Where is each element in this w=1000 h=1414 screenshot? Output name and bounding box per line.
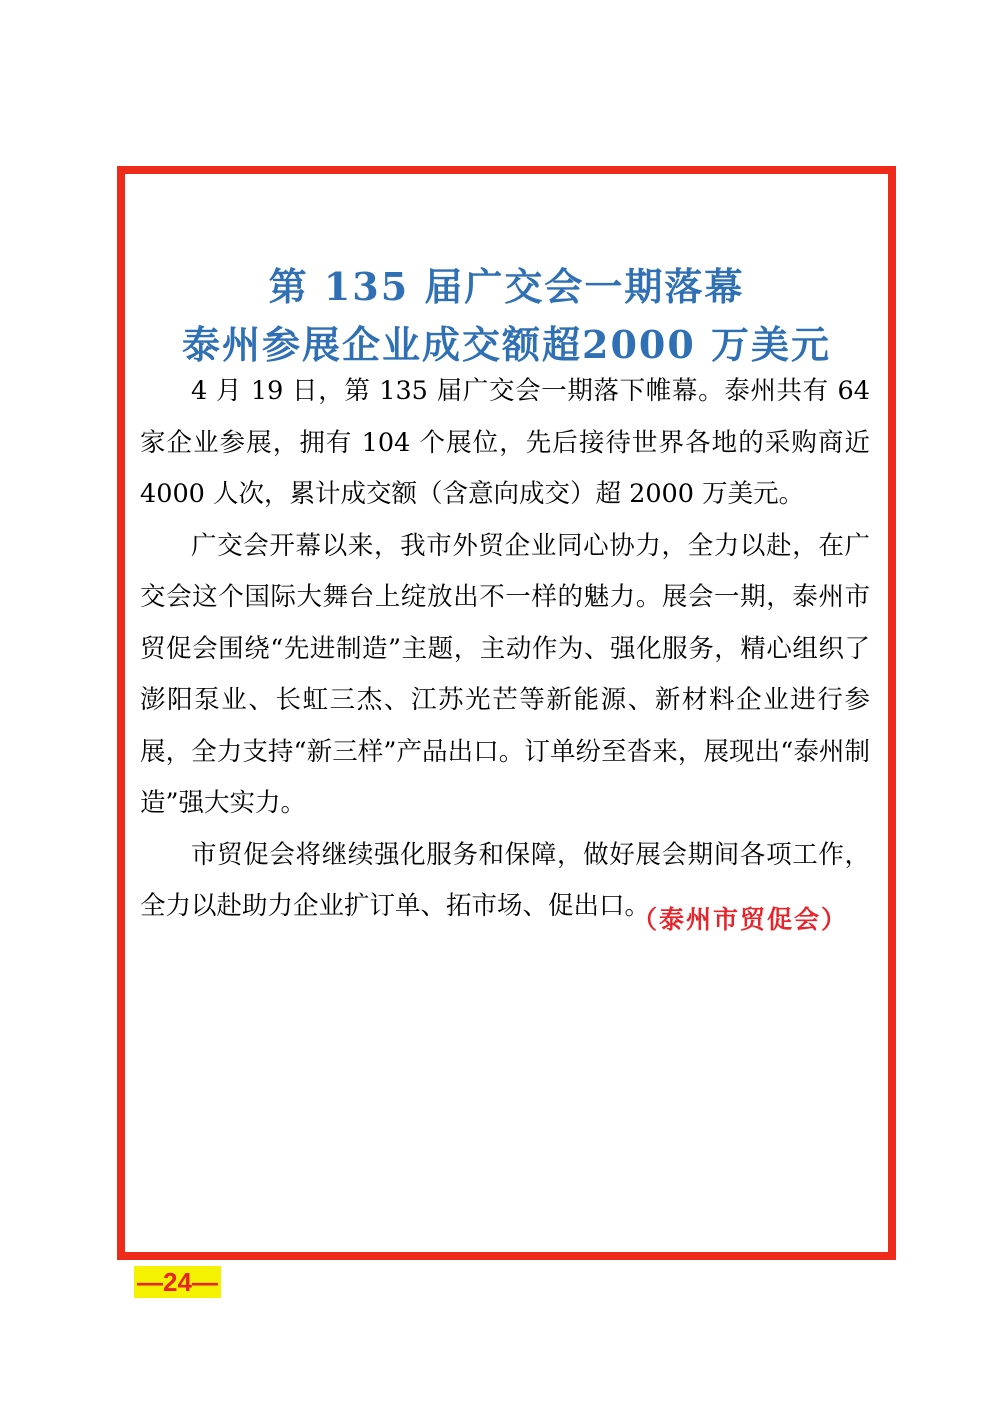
article-source-signature: （泰州市贸促会）	[631, 905, 848, 934]
article-body	[140, 366, 870, 933]
article-title-line-1: 第 135 届广交会一期落幕	[268, 264, 745, 309]
article-paragraph-2: 广交会开幕以来，我市外贸企业同心协力，全力以赴，在广交会这个国际大舞台上绽放出不一样的魅力。展会一期，泰州市贸促会围绕“先进制造”主题，主动作为、强化服务，精心组织了澎阳泵业、长虹三杰、江苏光芒等新能源、新材料企业进行参展，全力支持“新三样”产品出口。订单纷至沓来，展现出“泰州制造”强大实力。	[140, 530, 870, 818]
article-paragraph-1: 4 月 19 日，第 135 届广交会一期落下帷幕。泰州共有 64 家企业参展，拥有 104 个展位，先后接待世界各地的采购商近 4000 人次，累计成交额（含意向成交）超 2000 万美元。	[140, 376, 870, 509]
article-title-line-2: 泰州参展企业成交额超2000 万美元	[182, 322, 831, 367]
page-border-frame	[117, 166, 896, 1260]
page-number: —24—	[134, 1266, 221, 1298]
article-paragraph-3: 市贸促会将继续强化服务和保障，做好展会期间各项工作，全力以赴助力企业扩订单、拓市场、促出口。	[140, 839, 870, 921]
